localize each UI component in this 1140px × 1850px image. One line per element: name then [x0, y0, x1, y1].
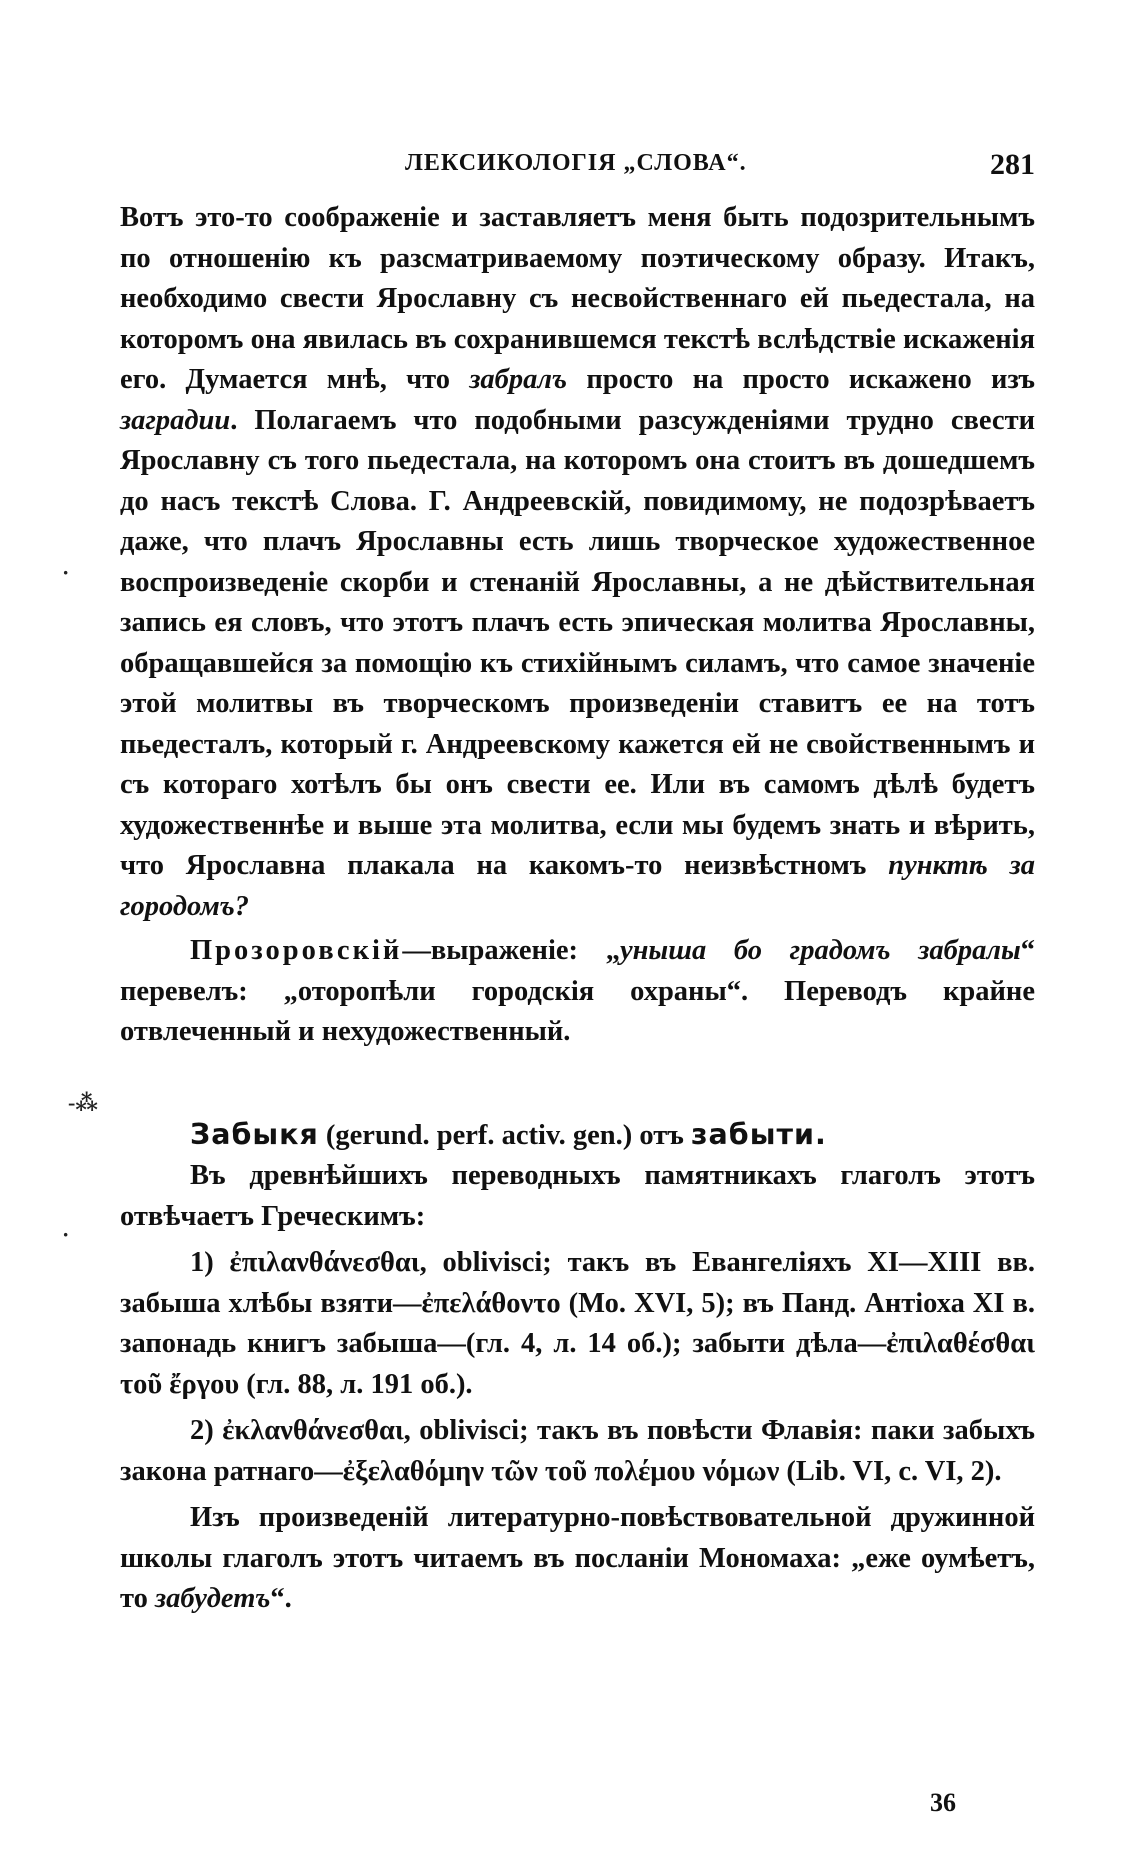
- list-item-2: 2) ἐκλανθάνεσθαι, oblivisci; такъ въ повѣсти Флавія: паки забыхъ закона ратнаго—ἐξελαθόμην τῶν τοῦ πολέμου νόμων (Lib. VI, c. VI, 2).: [120, 1415, 1035, 1487]
- paragraph-3: Въ древнѣйшихъ переводныхъ памятникахъ глаголъ этотъ отвѣчаетъ Греческимъ:: [120, 1160, 1035, 1232]
- page-header: [120, 148, 1035, 188]
- author-name: Прозоровскій: [190, 935, 403, 966]
- entry-verb: забыти.: [691, 1117, 827, 1151]
- paragraph-2: [120, 931, 1035, 1053]
- entry-headword: Забыкя: [190, 1117, 319, 1151]
- paragraph-1-italic-a: забралъ: [469, 364, 568, 395]
- paragraph-6-text-b: “.: [270, 1583, 292, 1614]
- margin-dot-1: ·: [62, 560, 70, 585]
- paragraph-6-italic: забудетъ: [155, 1583, 271, 1614]
- running-head: ЛЕКСИКОЛОГІЯ „СЛОВА“.: [405, 150, 747, 176]
- paragraph-1-text-c: . Полагаемъ что подобными разсужденіями трудно свести Ярославну съ того пьедестала, на которомъ она стоитъ въ дошедшемъ до насъ текстѣ Слова. Г. Андреевскій, повидимому, не подозрѣваетъ даже, что плачъ Ярославны есть лишь творческое художественное воспроизведеніе скорби и стенаній Ярославны, а не дѣйствительная запись ея словъ, что этотъ плачъ есть эпическая молитва Ярославны, обращавшейся за помощію къ стихійнымъ силамъ, что самое значеніе этой молитвы въ творческомъ произведеніи ставитъ ее на тотъ пьедесталъ, который г. Андреевскому кажется ей не свойственнымъ и съ котораго хотѣлъ бы онъ свести ее. Или въ самомъ дѣлѣ будетъ художественнѣе и выше эта молитва, если мы будемъ знать и вѣрить, что Ярославна плакала на какомъ-то неизвѣстномъ: [120, 404, 1035, 881]
- paragraph-6-text-a: Изъ произведеній литературно-повѣствовательной дружинной школы глаголъ этотъ читаемъ въ посланіи Мономаха: „еже оумѣетъ, то: [120, 1502, 1035, 1614]
- section-gap: [120, 1053, 1035, 1115]
- page-body: [120, 198, 1035, 1620]
- paragraph-1-text-a: Вотъ это-то соображеніе и заставляетъ меня быть подозрительнымъ по отношенію къ разсматриваемому поэтическому образу. Итакъ, необходимо свести Ярославну съ несвойственнаго ей пьедестала, на которомъ она явилась въ сохранившемся текстѣ вслѣдствіе искаженія его. Думается мнѣ, что: [120, 202, 1035, 395]
- paragraph-2-italic: уныша бо градомъ забралы: [619, 935, 1021, 966]
- list-item-1: 1) ἐπιλανθάνεσθαι, oblivisci; такъ въ Евангеліяхъ XI—XIII вв. забыша хлѣбы взяти—ἐπελάθοντο (Мо. XVI, 5); въ Панд. Антіоха XI в. запонадь книгъ забыша—(гл. 4, л. 14 об.); забыти дѣла—ἐπιλαθέσθαι τοῦ ἔργου (гл. 88, л. 191 об.).: [120, 1247, 1035, 1400]
- paragraph-2-text-b: “ перевелъ: „оторопѣли городскія охраны“. Переводъ крайне отвлеченный и нехудожественный.: [120, 935, 1035, 1047]
- paragraph-1-italic-c: пунктѣ за городомъ?: [120, 850, 1035, 922]
- margin-dash-mark: -⁂: [68, 1090, 98, 1115]
- entry-grammar: (gerund. perf. activ. gen.) отъ: [325, 1119, 684, 1151]
- entry-heading: [120, 1115, 1035, 1157]
- paragraph-1-text-b: просто на просто искажено изъ: [586, 364, 1036, 395]
- page-number: 281: [990, 148, 1035, 181]
- signature-mark: 36: [930, 1788, 956, 1817]
- paragraph-1-italic-b: заградии: [120, 404, 231, 436]
- margin-dot-2: ·: [62, 1222, 70, 1247]
- paragraph-1: [120, 198, 1035, 927]
- paragraph-6: [120, 1498, 1035, 1620]
- paragraph-2-text-a: —выраженіе: „: [402, 935, 620, 966]
